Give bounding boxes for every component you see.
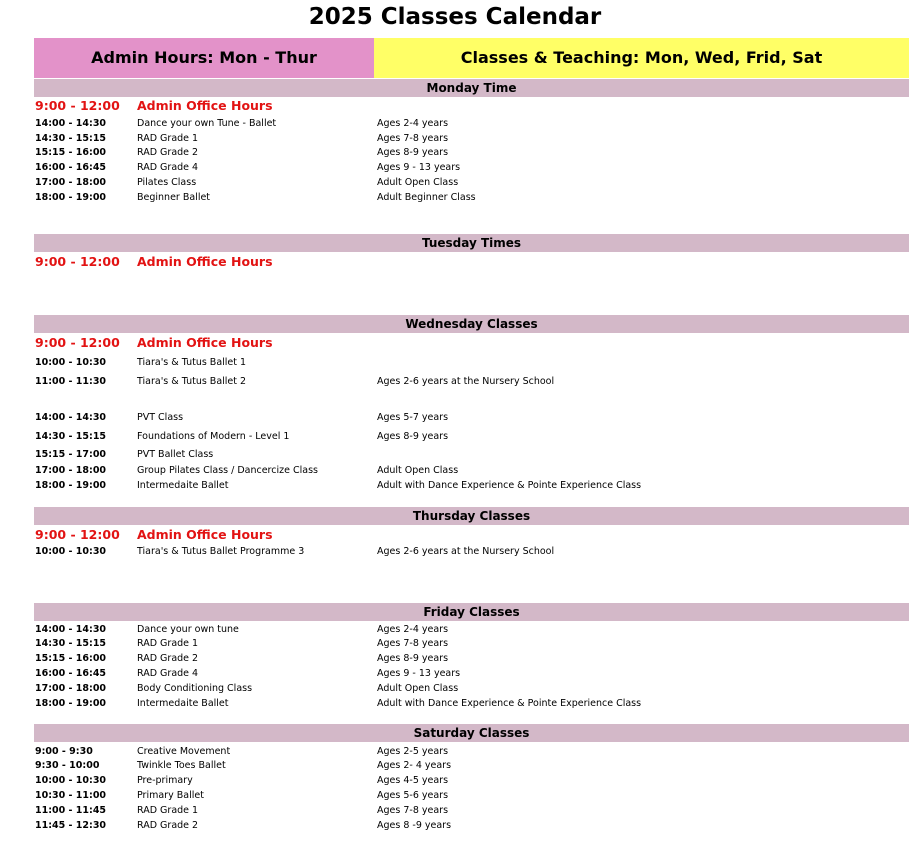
day-header-thursday: Thursday Classes <box>34 507 909 525</box>
class-row <box>0 636 910 651</box>
class-time: 11:45 - 12:30 <box>35 820 107 831</box>
class-ages: Ages 4-5 years <box>377 775 449 786</box>
class-time: 9:30 - 10:00 <box>35 760 100 771</box>
class-name: Tiara's & Tutus Ballet Programme 3 <box>137 546 305 557</box>
class-name: Dance your own Tune - Ballet <box>137 118 277 129</box>
class-time: 16:00 - 16:45 <box>35 162 107 173</box>
class-ages: Adult Open Class <box>377 465 459 476</box>
admin-label: Admin Office Hours <box>137 98 273 113</box>
class-time: 10:30 - 11:00 <box>35 790 107 801</box>
class-ages: Ages 5-6 years <box>377 790 449 801</box>
class-ages: Adult Open Class <box>377 177 459 188</box>
class-ages: Ages 2-6 years at the Nursery School <box>377 546 555 557</box>
class-time: 10:00 - 10:30 <box>35 546 107 557</box>
day-header-friday: Friday Classes <box>34 603 909 621</box>
class-name: Primary Ballet <box>137 790 204 801</box>
class-ages: Ages 2-4 years <box>377 118 449 129</box>
class-row <box>0 131 910 146</box>
class-time: 14:30 - 15:15 <box>35 133 107 144</box>
class-ages: Adult Open Class <box>377 683 459 694</box>
class-ages: Ages 8-9 years <box>377 653 449 664</box>
class-name: RAD Grade 1 <box>137 133 199 144</box>
class-time: 9:00 - 9:30 <box>35 746 93 757</box>
day-header-wednesday: Wednesday Classes <box>34 315 909 333</box>
class-ages: Ages 8-9 years <box>377 147 449 158</box>
class-row <box>0 355 910 370</box>
class-row <box>0 788 910 803</box>
admin-label: Admin Office Hours <box>137 527 273 542</box>
class-name: Intermedaite Ballet <box>137 480 229 491</box>
class-row <box>0 160 910 175</box>
class-row <box>0 374 910 389</box>
admin-label: Admin Office Hours <box>137 335 273 350</box>
class-name: RAD Grade 4 <box>137 668 199 679</box>
admin-time: 9:00 - 12:00 <box>35 98 120 113</box>
class-row <box>0 544 910 559</box>
class-time: 10:00 - 10:30 <box>35 357 107 368</box>
class-name: RAD Grade 1 <box>137 805 199 816</box>
class-time: 14:00 - 14:30 <box>35 624 107 635</box>
class-ages: Adult Beginner Class <box>377 192 476 203</box>
admin-hours-banner-text: Admin Hours: Mon - Thur <box>91 48 317 67</box>
class-name: Dance your own tune <box>137 624 239 635</box>
class-ages: Ages 8-9 years <box>377 431 449 442</box>
class-time: 14:30 - 15:15 <box>35 638 107 649</box>
class-row <box>0 758 910 773</box>
day-header-saturday: Saturday Classes <box>34 724 909 742</box>
class-name: PVT Class <box>137 412 184 423</box>
class-name: Tiara's & Tutus Ballet 1 <box>137 357 247 368</box>
class-time: 14:30 - 15:15 <box>35 431 107 442</box>
class-row <box>0 463 910 478</box>
class-time: 11:00 - 11:30 <box>35 376 107 387</box>
class-ages: Ages 2-6 years at the Nursery School <box>377 376 555 387</box>
class-time: 16:00 - 16:45 <box>35 668 107 679</box>
class-time: 14:00 - 14:30 <box>35 412 107 423</box>
class-time: 18:00 - 19:00 <box>35 192 107 203</box>
admin-time: 9:00 - 12:00 <box>35 527 120 542</box>
class-ages: Ages 7-8 years <box>377 805 449 816</box>
class-row <box>0 478 910 493</box>
class-name: RAD Grade 1 <box>137 638 199 649</box>
class-row <box>0 190 910 205</box>
class-row <box>0 447 910 462</box>
class-ages: Ages 9 - 13 years <box>377 668 461 679</box>
class-name: Body Conditioning Class <box>137 683 253 694</box>
class-ages: Ages 2-4 years <box>377 624 449 635</box>
class-name: RAD Grade 2 <box>137 820 199 831</box>
class-name: Twinkle Toes Ballet <box>137 760 226 771</box>
class-name: Beginner Ballet <box>137 192 211 203</box>
class-time: 15:15 - 17:00 <box>35 449 107 460</box>
class-row <box>0 803 910 818</box>
class-time: 15:15 - 16:00 <box>35 147 107 158</box>
class-time: 18:00 - 19:00 <box>35 698 107 709</box>
class-ages: Ages 7-8 years <box>377 133 449 144</box>
class-name: Group Pilates Class / Dancercize Class <box>137 465 318 476</box>
classes-teaching-banner <box>374 38 909 78</box>
class-name: Tiara's & Tutus Ballet 2 <box>137 376 247 387</box>
class-row <box>0 410 910 425</box>
class-row <box>0 681 910 696</box>
class-row <box>0 666 910 681</box>
admin-label: Admin Office Hours <box>137 254 273 269</box>
class-row <box>0 429 910 444</box>
class-row <box>0 818 910 833</box>
admin-office-hours-row <box>0 253 910 271</box>
admin-hours-banner <box>34 38 374 78</box>
class-row <box>0 175 910 190</box>
class-name: RAD Grade 2 <box>137 653 199 664</box>
class-row <box>0 622 910 637</box>
admin-office-hours-row <box>0 334 910 352</box>
class-name: Foundations of Modern - Level 1 <box>137 431 290 442</box>
day-header-monday: Monday Time <box>34 79 909 97</box>
class-ages: Ages 8 -9 years <box>377 820 452 831</box>
admin-time: 9:00 - 12:00 <box>35 254 120 269</box>
class-ages: Adult with Dance Experience & Pointe Experience Class <box>377 480 642 491</box>
class-name: PVT Ballet Class <box>137 449 214 460</box>
class-row <box>0 696 910 711</box>
page-title: 2025 Classes Calendar <box>308 4 602 30</box>
class-time: 11:00 - 11:45 <box>35 805 107 816</box>
class-row <box>0 651 910 666</box>
class-ages: Ages 9 - 13 years <box>377 162 461 173</box>
class-ages: Ages 2-5 years <box>377 746 449 757</box>
day-header-tuesday: Tuesday Times <box>34 234 909 252</box>
class-time: 14:00 - 14:30 <box>35 118 107 129</box>
class-name: Pre-primary <box>137 775 193 786</box>
class-time: 17:00 - 18:00 <box>35 177 107 188</box>
class-name: Intermedaite Ballet <box>137 698 229 709</box>
class-name: Creative Movement <box>137 746 231 757</box>
class-name: RAD Grade 4 <box>137 162 199 173</box>
class-row <box>0 744 910 759</box>
class-time: 17:00 - 18:00 <box>35 465 107 476</box>
admin-time: 9:00 - 12:00 <box>35 335 120 350</box>
class-row <box>0 116 910 131</box>
admin-office-hours-row <box>0 97 910 115</box>
class-ages: Ages 7-8 years <box>377 638 449 649</box>
class-row <box>0 145 910 160</box>
class-time: 15:15 - 16:00 <box>35 653 107 664</box>
class-row <box>0 773 910 788</box>
admin-office-hours-row <box>0 526 910 544</box>
class-name: Pilates Class <box>137 177 197 188</box>
class-time: 17:00 - 18:00 <box>35 683 107 694</box>
class-ages: Ages 2- 4 years <box>377 760 452 771</box>
class-time: 18:00 - 19:00 <box>35 480 107 491</box>
class-name: RAD Grade 2 <box>137 147 199 158</box>
class-time: 10:00 - 10:30 <box>35 775 107 786</box>
classes-teaching-banner-text: Classes & Teaching: Mon, Wed, Frid, Sat <box>460 48 823 67</box>
class-ages: Adult with Dance Experience & Pointe Experience Class <box>377 698 642 709</box>
class-ages: Ages 5-7 years <box>377 412 449 423</box>
